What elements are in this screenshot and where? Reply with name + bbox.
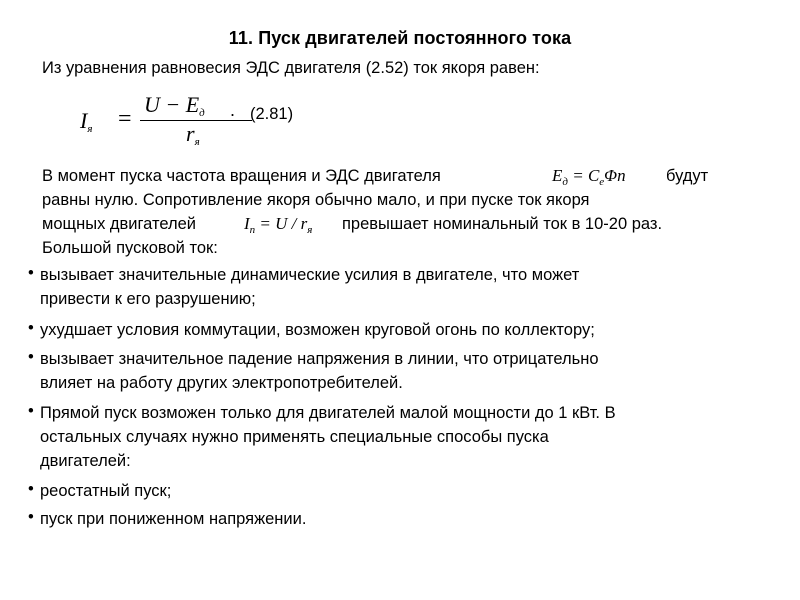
para1-line1: В момент пуска частота вращения и ЭДС двигателя	[42, 167, 441, 185]
start-current-formula: $I_п = U / r_я$	[244, 214, 313, 236]
bullet-4-line-2: остальных случаях нужно применять специальные способы пуска	[40, 428, 549, 446]
bullet-1-line-2: привести к его разрушению;	[40, 290, 256, 308]
bullet-marker: •	[28, 264, 34, 282]
formula-number: (2.81)	[250, 105, 294, 123]
intro-text: Из уравнения равновесия ЭДС двигателя (2.52) ток якоря равен:	[42, 59, 540, 77]
bullet-3-line-2: влияет на работу других электропотребителей.	[40, 374, 403, 392]
formula-numerator: $U - E_д$	[144, 92, 205, 119]
bullet-1-line-1: вызывает значительные динамические усилия в двигателе, что может	[40, 266, 580, 284]
para1-line4: Большой пусковой ток:	[42, 239, 218, 257]
bullet-marker: •	[28, 348, 34, 366]
formula-lhs: $I_я$	[80, 108, 93, 135]
bullet-3-line-1: вызывает значительное падение напряжения в линии, что отрицательно	[40, 350, 599, 368]
slide-title: 11. Пуск двигателей постоянного тока	[228, 28, 572, 48]
bullet-2-line-1: ухудшает условия коммутации, возможен круговой огонь по коллектору;	[40, 321, 595, 339]
bullet-marker: •	[28, 480, 34, 498]
para1-line2: равны нулю. Сопротивление якоря обычно мало, и при пуске ток якоря	[42, 191, 590, 209]
bullet-5-line-1: реостатный пуск;	[40, 482, 172, 500]
formula-dot: .	[230, 100, 236, 120]
bullet-marker: •	[28, 508, 34, 526]
bullet-6-line-1: пуск при пониженном напряжении.	[40, 510, 307, 528]
emf-formula: $E_д = C_e\Phi n$	[552, 166, 626, 188]
bullet-4-line-1: Прямой пуск возможен только для двигателей малой мощности до 1 кВт. В	[40, 404, 616, 422]
formula-denominator: $r_я$	[186, 121, 200, 148]
formula-equals: =	[118, 106, 132, 132]
bullet-marker: •	[28, 402, 34, 420]
para1-line1-end: будут	[666, 167, 709, 185]
bullet-4-line-3: двигателей:	[40, 452, 131, 470]
bullet-marker: •	[28, 319, 34, 337]
para1-line3-start: мощных двигателей	[42, 215, 197, 233]
para1-line3-end: превышает номинальный ток в 10-20 раз.	[342, 215, 663, 233]
